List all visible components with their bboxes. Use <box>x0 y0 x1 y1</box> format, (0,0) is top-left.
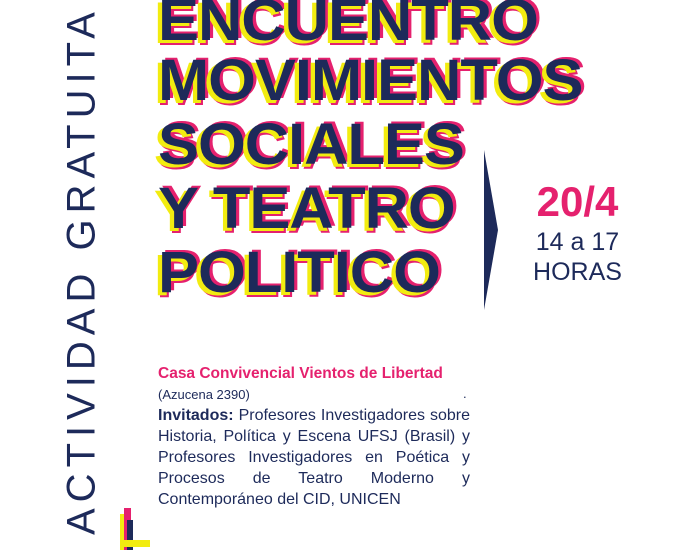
title-line-4: Y TEATRO <box>158 176 455 241</box>
guests-block <box>158 405 470 510</box>
title-line-3: SOCIALES <box>158 112 464 177</box>
arrow-right-icon <box>484 150 498 310</box>
event-time: 14 a 17 <box>535 228 620 256</box>
venue-name: Casa Convivencial Vientos de Libertad <box>158 365 443 382</box>
event-date: 20/4 <box>536 178 619 225</box>
venue-address: (Azucena 2390) <box>158 387 250 402</box>
guests-text: Profesores Investigadores sobre Historia, Política y Escena UFSJ (Brasil) y Profesores Investigadores en Poética y Procesos de Teatro Moderno y Contemporáneo del CID, UNICEN <box>158 407 470 508</box>
vertical-label: ACTIVIDAD GRATUITA <box>59 6 104 535</box>
decorative-dot: . <box>463 386 467 401</box>
title-line-1: ENCUENTRO <box>158 0 538 53</box>
title-line-5: POLITICO <box>158 240 440 305</box>
guests-label: Invitados: <box>158 407 234 424</box>
corner-accent-bar <box>120 540 150 547</box>
title-line-2: MOVIMIENTOS <box>158 48 583 113</box>
event-time-unit: HORAS <box>533 258 622 286</box>
